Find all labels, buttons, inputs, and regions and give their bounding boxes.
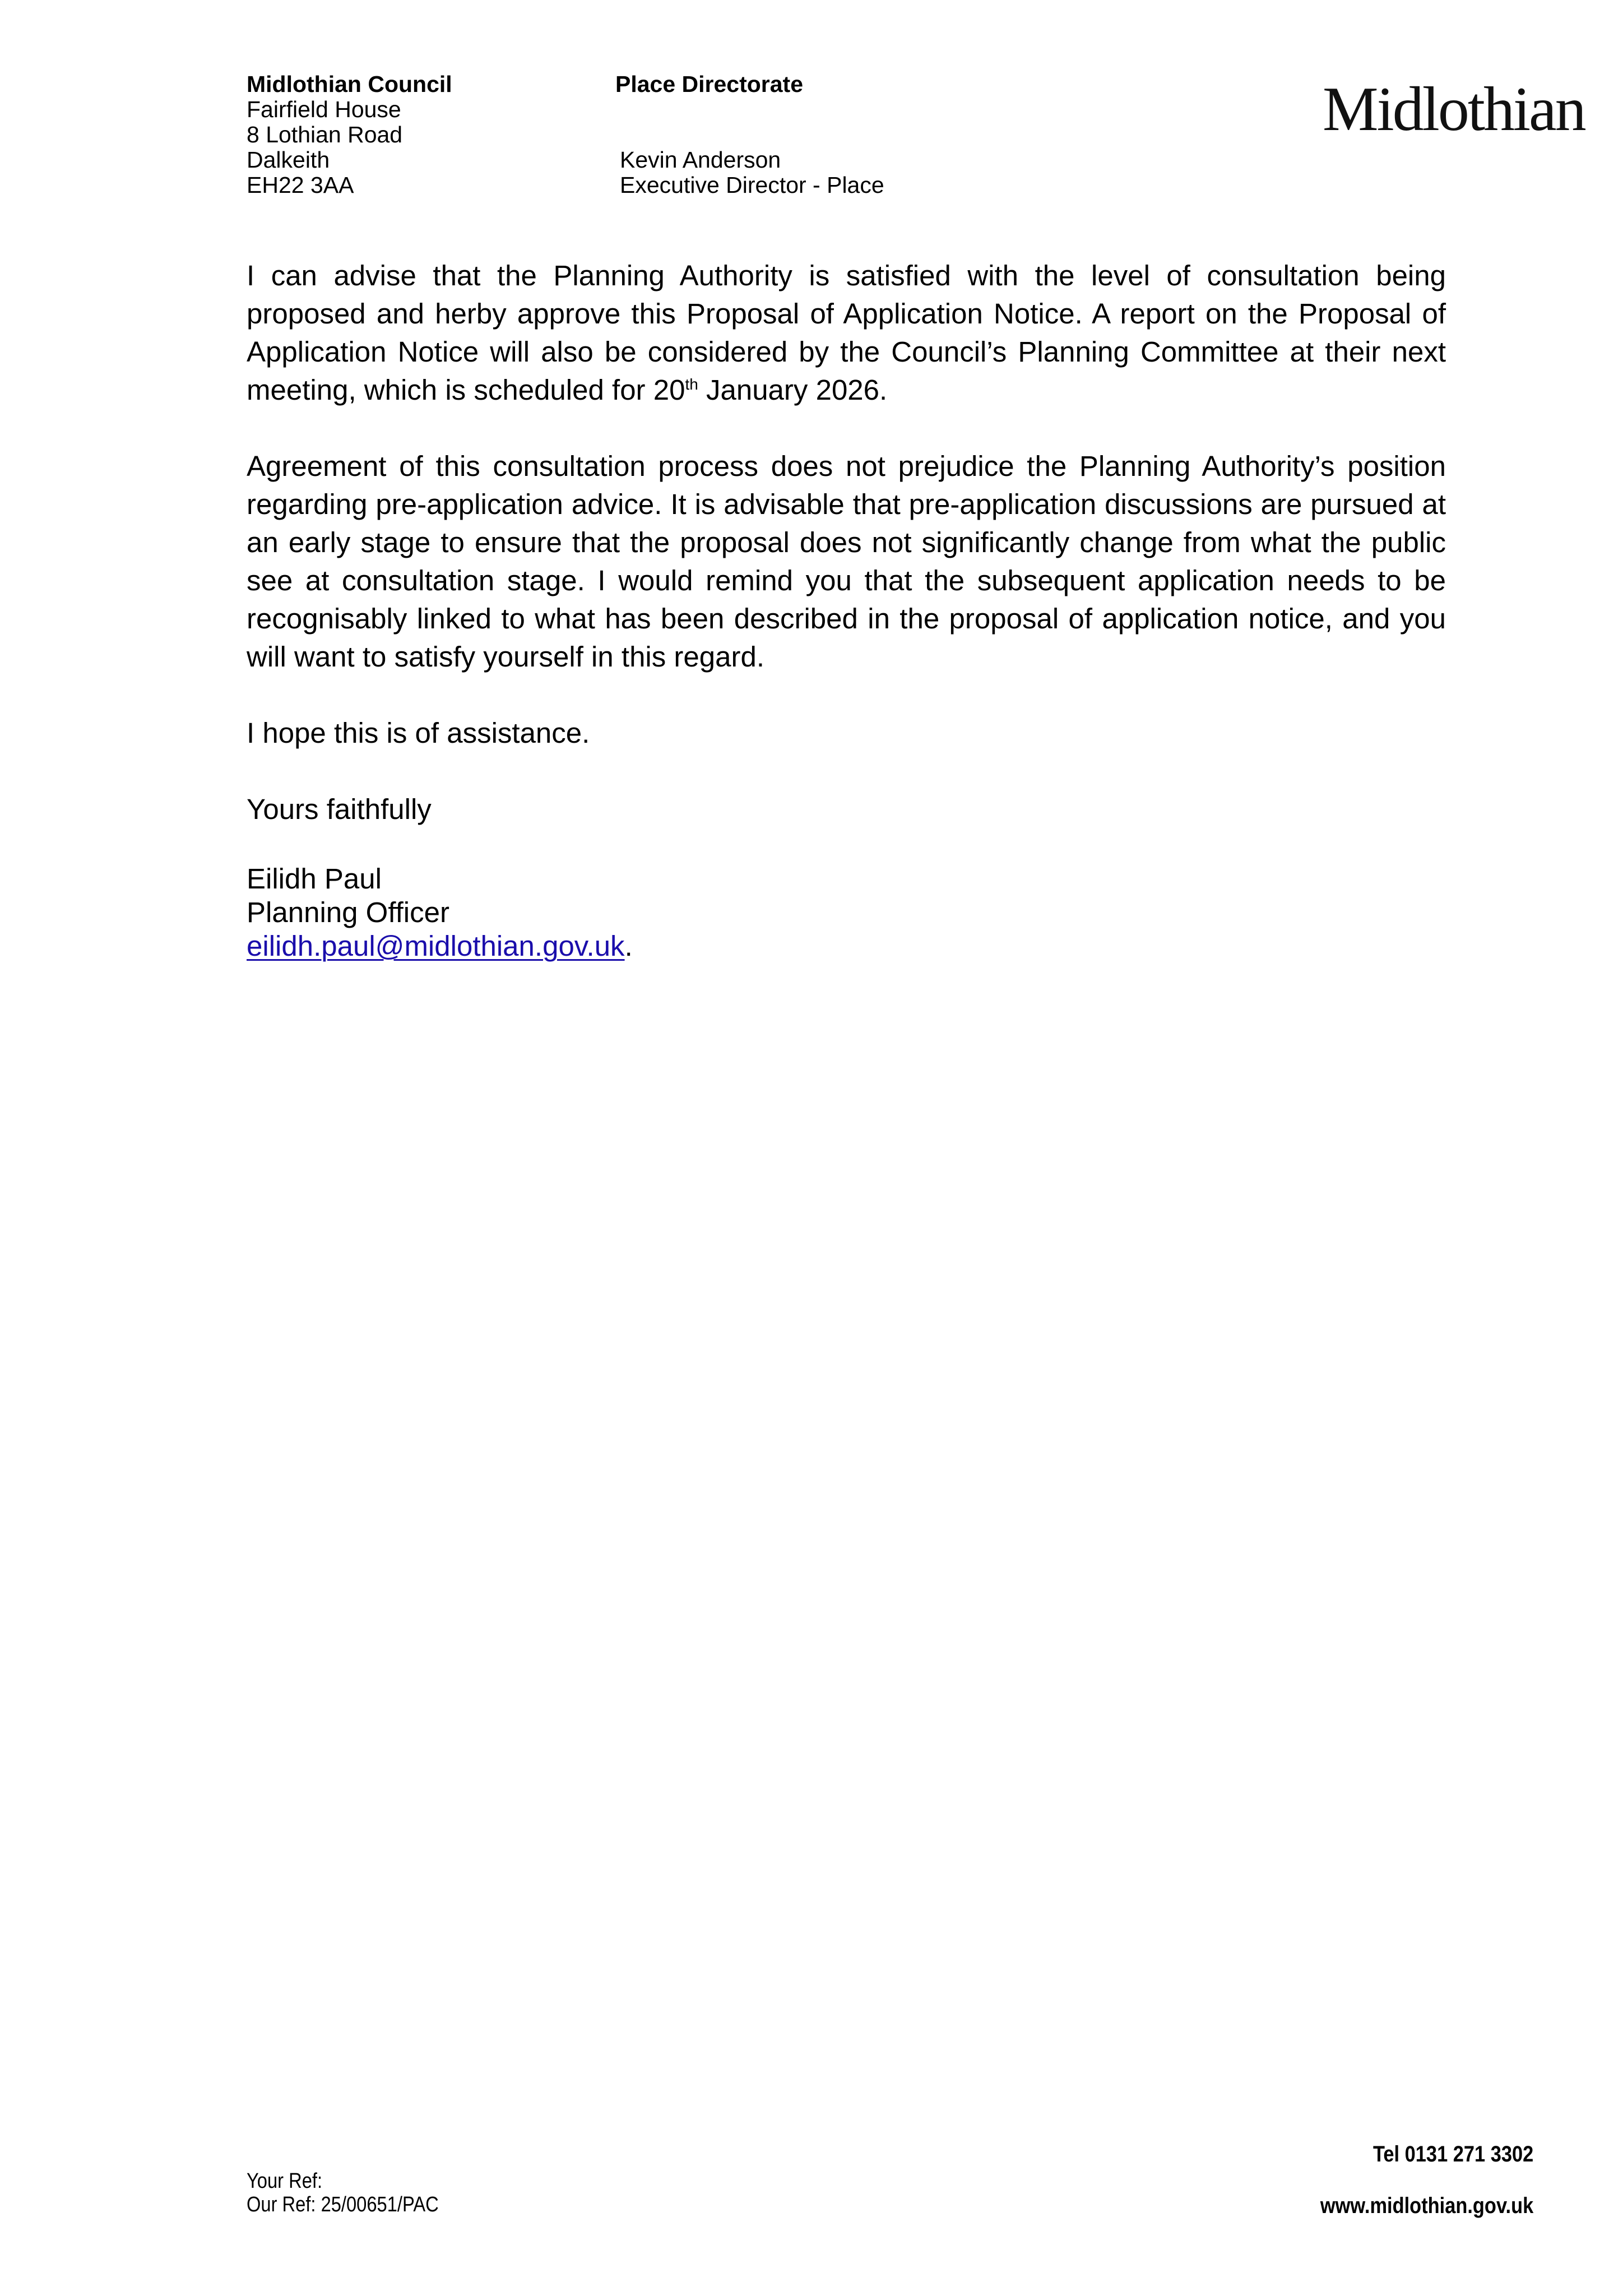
paragraph-approval [247,257,1446,409]
address-line-4: EH22 3AA [247,172,354,198]
directorate-block [615,72,884,198]
officer-block [615,147,884,198]
signatory-email-link[interactable]: eilidh.paul@midlothian.gov.uk [247,930,625,962]
paragraph-assistance: I hope this is of assistance. [247,717,590,749]
org-name: Midlothian Council [247,71,452,97]
sender-address-block [247,72,452,198]
closing-salutation: Yours faithfully [247,793,432,825]
telephone-number: Tel 0131 271 3302 [1372,2142,1533,2167]
address-line-3: Dalkeith [247,147,330,173]
email-trailing-period: . [624,930,633,962]
your-ref: Your Ref: [247,2169,323,2193]
date-ordinal-suffix: th [685,376,698,393]
paragraph-approval-date: January 2026. [698,374,888,406]
address-line-1: Fairfield House [247,96,401,122]
letter-body [247,257,1446,963]
directorate-title: Place Directorate [615,71,804,97]
signatory-name: Eilidh Paul [247,863,382,895]
paragraph-preapplication: Agreement of this consultation process does not prejudice the Planning Authority’s position regarding pre-application advice. It is advisable that pre-application discussions are pursued at an early stage to ensure that the proposal does not significantly change from what the public see at consultation stage. I would remind you that the subsequent application needs to be recognisably linked to what has been described in the proposal of application notice, and you will want to satisfy yourself in this regard. [247,450,1446,673]
reference-block [247,2169,439,2216]
address-line-2: 8 Lothian Road [247,122,403,147]
website-address: www.midlothian.gov.uk [1320,2193,1533,2218]
officer-title: Executive Director - Place [620,172,884,198]
signature-block [247,862,1446,963]
contact-block [1320,2141,1533,2219]
signatory-title: Planning Officer [247,896,449,928]
paragraph-approval-text: I can advise that the Planning Authority is satisfied with the level of consultation being proposed and herby approve this Proposal of Application Notice. A report on the Proposal of Application Notice will also be considered by the Council’s Planning Committee at their next meeting, which is scheduled for 20 [247,260,1446,406]
signatory-email-line [247,929,1446,963]
our-ref: Our Ref: 25/00651/PAC [247,2193,439,2216]
council-logo: Midlothian [1323,75,1585,144]
officer-name: Kevin Anderson [620,147,781,173]
